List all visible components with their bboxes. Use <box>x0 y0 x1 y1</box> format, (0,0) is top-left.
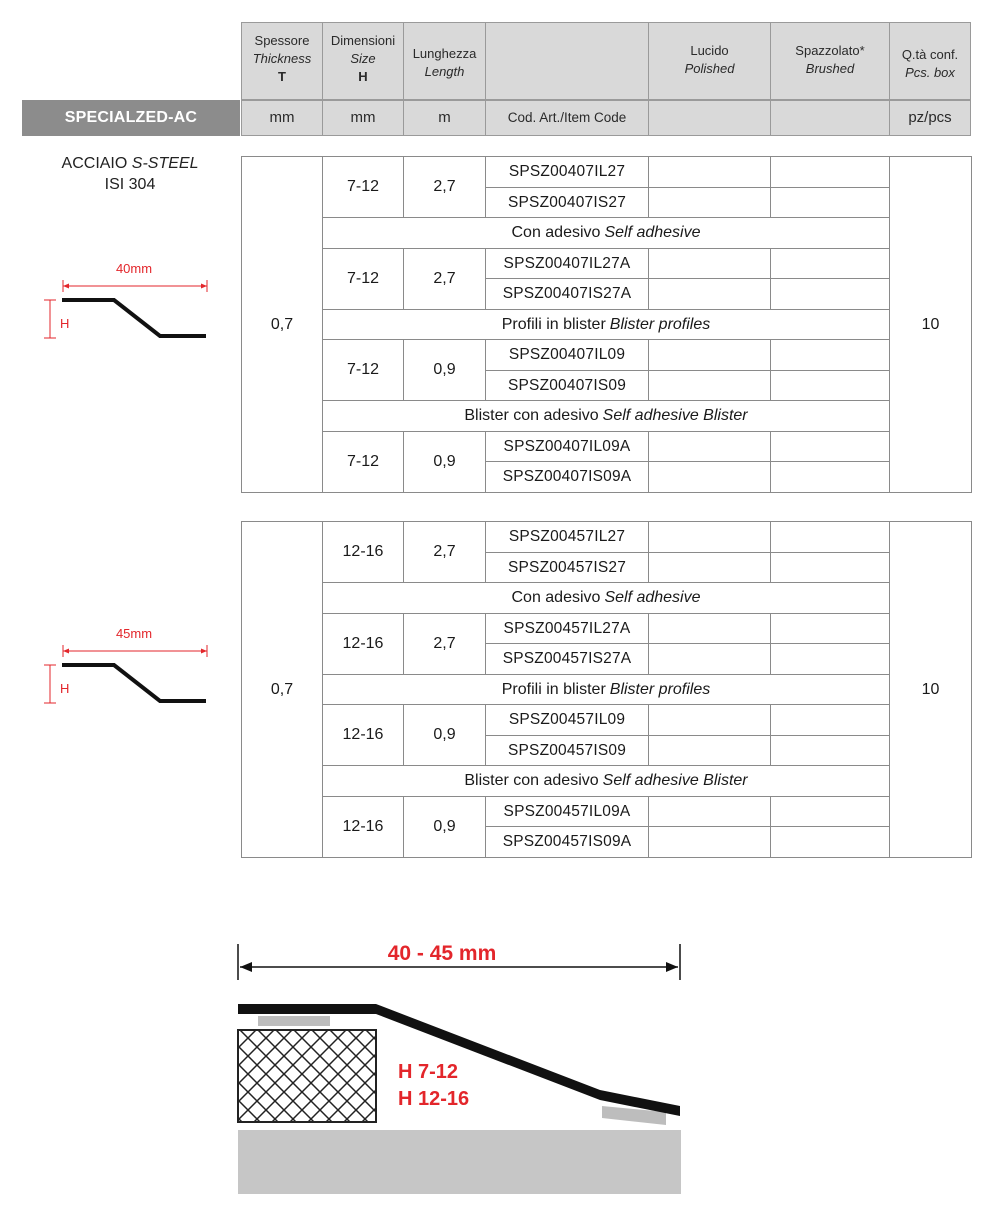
polished-cell <box>648 643 771 675</box>
polished-cell <box>648 278 771 310</box>
item-code-cell: SPSZ00407IS09A <box>485 461 649 493</box>
polished-cell <box>648 704 771 736</box>
col-header-thickness: Spessore Thickness T <box>241 22 323 100</box>
length-cell: 2,7 <box>403 248 486 310</box>
item-code-cell: SPSZ00457IL27 <box>485 521 649 553</box>
hatched-substrate <box>238 1030 376 1122</box>
brushed-cell <box>770 552 890 583</box>
variant-note-it: Blister con adesivo <box>464 407 599 424</box>
polished-cell <box>648 248 771 279</box>
variant-note-en: Self adhesive Blister <box>602 407 748 424</box>
floor-surface <box>238 1130 681 1194</box>
polished-cell <box>648 552 771 583</box>
item-code-cell: SPSZ00407IL09 <box>485 339 649 371</box>
size-cell: 7-12 <box>322 431 404 493</box>
length-cell: 2,7 <box>403 156 486 218</box>
polished-cell <box>648 826 771 858</box>
unit-length: m <box>403 100 486 136</box>
brushed-cell <box>770 339 890 371</box>
variant-note-en: Self adhesive <box>604 224 701 241</box>
variant-note-row <box>322 217 890 249</box>
profile-icon-40mm <box>36 258 216 348</box>
variant-note-en: Blister profiles <box>609 315 711 333</box>
polished-cell <box>648 187 771 218</box>
polished-cell <box>648 156 771 188</box>
polished-cell <box>648 735 771 766</box>
item-code-cell: SPSZ00407IS27 <box>485 187 649 218</box>
variant-note-it: Profili in blister <box>501 315 606 333</box>
size-cell: 7-12 <box>322 156 404 218</box>
polished-cell <box>648 370 771 401</box>
profile-width-label: 45mm <box>115 626 153 641</box>
material-label: ACCIAIO S-STEEL ISI 304 <box>61 155 199 193</box>
qty-cell: 10 <box>889 521 972 858</box>
brushed-cell <box>770 735 890 766</box>
col-header-code <box>485 22 649 100</box>
polished-cell <box>648 339 771 371</box>
brushed-cell <box>770 704 890 736</box>
variant-note-row <box>322 400 890 432</box>
variant-note-en: Blister profiles <box>609 680 711 698</box>
unit-size: mm <box>322 100 404 136</box>
profile-width-label: 40mm <box>115 261 153 276</box>
size-cell: 12-16 <box>322 704 404 766</box>
length-cell: 0,9 <box>403 704 486 766</box>
item-code-cell: SPSZ00457IS09 <box>485 735 649 766</box>
variant-note-row <box>322 309 890 340</box>
diagram-h-label-1: H 7-12 <box>398 1061 459 1083</box>
col-header-polished: Lucido Polished <box>648 22 771 100</box>
profile-h-label: H <box>60 316 70 331</box>
profile-h-label: H <box>60 681 70 696</box>
size-cell: 12-16 <box>322 521 404 583</box>
item-code-cell: SPSZ00407IL27 <box>485 156 649 188</box>
thickness-cell: 0,7 <box>241 521 323 858</box>
item-code-cell: SPSZ00457IL27A <box>485 613 649 644</box>
thickness-cell: 0,7 <box>241 156 323 493</box>
unit-brushed <box>770 100 890 136</box>
brushed-cell <box>770 643 890 675</box>
diagram-width-label: 40 - 45 mm <box>387 942 497 965</box>
variant-note-it: Con adesivo <box>511 589 601 606</box>
variant-note-it: Profili in blister <box>501 680 606 698</box>
diagram-h-label-2: H 12-16 <box>398 1088 470 1110</box>
brushed-cell <box>770 461 890 493</box>
item-code-cell: SPSZ00407IL09A <box>485 431 649 462</box>
brushed-cell <box>770 521 890 553</box>
brushed-cell <box>770 278 890 310</box>
brushed-cell <box>770 826 890 858</box>
profile-icon-45mm <box>36 623 216 713</box>
variant-note-row <box>322 582 890 614</box>
brushed-cell <box>770 796 890 827</box>
series-label: SPECIALZED-AC <box>22 100 240 136</box>
polished-cell <box>648 461 771 493</box>
brushed-cell <box>770 156 890 188</box>
item-code-cell: SPSZ00457IS09A <box>485 826 649 858</box>
variant-note-en: Self adhesive <box>604 589 701 606</box>
variant-note-en: Self adhesive Blister <box>602 772 748 789</box>
length-cell: 0,9 <box>403 796 486 858</box>
unit-thickness: mm <box>241 100 323 136</box>
item-code-cell: SPSZ00407IL27A <box>485 248 649 279</box>
size-cell: 12-16 <box>322 613 404 675</box>
polished-cell <box>648 521 771 553</box>
size-cell: 12-16 <box>322 796 404 858</box>
polished-cell <box>648 613 771 644</box>
brushed-cell <box>770 613 890 644</box>
unit-qty: pz/pcs <box>889 100 971 136</box>
brushed-cell <box>770 431 890 462</box>
variant-note-row <box>322 765 890 797</box>
variant-note-it: Blister con adesivo <box>464 772 599 789</box>
variant-note-it: Con adesivo <box>511 224 601 241</box>
brushed-cell <box>770 370 890 401</box>
length-cell: 2,7 <box>403 613 486 675</box>
polished-cell <box>648 796 771 827</box>
qty-cell: 10 <box>889 156 972 493</box>
length-cell: 0,9 <box>403 339 486 401</box>
item-code-cell: SPSZ00457IS27 <box>485 552 649 583</box>
size-cell: 7-12 <box>322 248 404 310</box>
brushed-cell <box>770 187 890 218</box>
profile-section-diagram <box>230 912 705 1202</box>
item-code-cell: SPSZ00457IL09A <box>485 796 649 827</box>
size-cell: 7-12 <box>322 339 404 401</box>
col-header-brushed: Spazzolato* Brushed <box>770 22 890 100</box>
col-header-qty: Q.tà conf. Pcs. box <box>889 22 971 100</box>
item-code-cell: SPSZ00407IS09 <box>485 370 649 401</box>
length-cell: 2,7 <box>403 521 486 583</box>
unit-polished <box>648 100 771 136</box>
item-code-cell: SPSZ00407IS27A <box>485 278 649 310</box>
variant-note-row <box>322 674 890 705</box>
col-header-length: Lunghezza Length <box>403 22 486 100</box>
col-header-size: Dimensioni Size H <box>322 22 404 100</box>
item-code-cell: SPSZ00457IL09 <box>485 704 649 736</box>
item-code-cell: SPSZ00457IS27A <box>485 643 649 675</box>
unit-code: Cod. Art./Item Code <box>485 100 649 136</box>
polished-cell <box>648 431 771 462</box>
length-cell: 0,9 <box>403 431 486 493</box>
brushed-cell <box>770 248 890 279</box>
